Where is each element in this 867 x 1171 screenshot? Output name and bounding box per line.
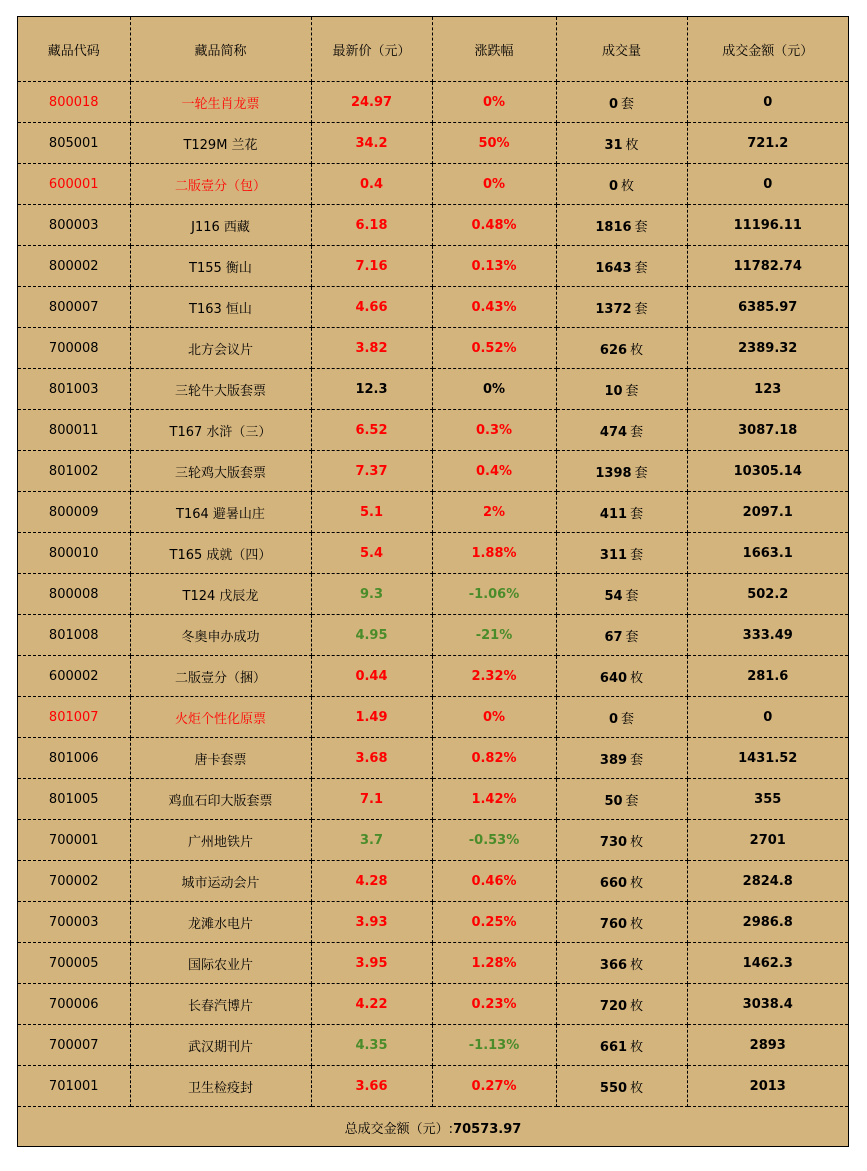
- cell-amount: 2986.8: [687, 902, 848, 943]
- cell-name: 广州地铁片: [130, 820, 311, 861]
- header-code: 藏品代码: [18, 17, 130, 82]
- cell-amount: 11782.74: [687, 246, 848, 287]
- cell-change: 2.32%: [432, 656, 556, 697]
- table-row: [18, 738, 848, 779]
- total-row: [18, 1107, 848, 1148]
- cell-change: 0%: [432, 369, 556, 410]
- table-row: [18, 205, 848, 246]
- cell-amount: 0: [687, 164, 848, 205]
- volume-unit: 套: [634, 219, 648, 235]
- volume-unit: 套: [625, 383, 639, 399]
- cell-price: 3.68: [311, 738, 432, 779]
- cell-code: 805001: [18, 123, 130, 164]
- cell-price: 34.2: [311, 123, 432, 164]
- cell-volume: [556, 902, 687, 943]
- cell-price: 4.95: [311, 615, 432, 656]
- cell-code: 801003: [18, 369, 130, 410]
- cell-amount: 2893: [687, 1025, 848, 1066]
- cell-volume: [556, 451, 687, 492]
- volume-unit: 枚: [630, 1080, 644, 1096]
- cell-name: J116 西藏: [130, 205, 311, 246]
- table-row: [18, 697, 848, 738]
- cell-name: 武汉期刊片: [130, 1025, 311, 1066]
- cell-code: 800009: [18, 492, 130, 533]
- cell-name: 长春汽博片: [130, 984, 311, 1025]
- cell-code: 600002: [18, 656, 130, 697]
- cell-volume: [556, 656, 687, 697]
- cell-change: -0.53%: [432, 820, 556, 861]
- volume-unit: 枚: [630, 875, 644, 891]
- volume-value: 720: [599, 998, 628, 1014]
- cell-volume: [556, 123, 687, 164]
- cell-volume: [556, 533, 687, 574]
- cell-change: 0.13%: [432, 246, 556, 287]
- header-volume: 成交量: [556, 17, 687, 82]
- header-change: 涨跌幅: [432, 17, 556, 82]
- market-data-sheet: [17, 16, 849, 1147]
- cell-name: T155 衡山: [130, 246, 311, 287]
- cell-name: T167 水浒（三）: [130, 410, 311, 451]
- volume-unit: 套: [634, 260, 648, 276]
- cell-name: T163 恒山: [130, 287, 311, 328]
- cell-volume: [556, 246, 687, 287]
- table-row: [18, 902, 848, 943]
- cell-amount: 1663.1: [687, 533, 848, 574]
- table-row: [18, 164, 848, 205]
- header-price: 最新价（元）: [311, 17, 432, 82]
- cell-code: 700008: [18, 328, 130, 369]
- table-row: [18, 328, 848, 369]
- volume-unit: 套: [630, 424, 644, 440]
- cell-change: -1.13%: [432, 1025, 556, 1066]
- cell-code: 801002: [18, 451, 130, 492]
- volume-unit: 套: [630, 547, 644, 563]
- volume-value: 1816: [595, 219, 632, 235]
- cell-code: 801007: [18, 697, 130, 738]
- cell-amount: 2389.32: [687, 328, 848, 369]
- table-row: [18, 451, 848, 492]
- volume-value: 0: [608, 178, 619, 194]
- cell-volume: [556, 943, 687, 984]
- volume-value: 389: [599, 752, 628, 768]
- cell-code: 800002: [18, 246, 130, 287]
- cell-price: 4.22: [311, 984, 432, 1025]
- cell-amount: 10305.14: [687, 451, 848, 492]
- volume-unit: 套: [625, 793, 639, 809]
- cell-change: 0.48%: [432, 205, 556, 246]
- table-row: [18, 369, 848, 410]
- cell-volume: [556, 820, 687, 861]
- table-row: [18, 123, 848, 164]
- cell-code: 801008: [18, 615, 130, 656]
- cell-amount: 2824.8: [687, 861, 848, 902]
- cell-volume: [556, 369, 687, 410]
- cell-name: T164 避暑山庄: [130, 492, 311, 533]
- volume-unit: 枚: [621, 178, 635, 194]
- cell-price: 9.3: [311, 574, 432, 615]
- volume-unit: 套: [634, 465, 648, 481]
- cell-code: 800010: [18, 533, 130, 574]
- cell-code: 700007: [18, 1025, 130, 1066]
- cell-price: 3.82: [311, 328, 432, 369]
- cell-amount: 333.49: [687, 615, 848, 656]
- cell-change: 0.23%: [432, 984, 556, 1025]
- cell-code: 801006: [18, 738, 130, 779]
- volume-value: 626: [599, 342, 628, 358]
- cell-volume: [556, 1066, 687, 1107]
- cell-change: 0.4%: [432, 451, 556, 492]
- volume-value: 1643: [595, 260, 632, 276]
- cell-change: -1.06%: [432, 574, 556, 615]
- cell-volume: [556, 779, 687, 820]
- cell-change: -21%: [432, 615, 556, 656]
- cell-volume: [556, 738, 687, 779]
- table-header-row: [18, 17, 848, 82]
- cell-price: 3.66: [311, 1066, 432, 1107]
- table-row: [18, 410, 848, 451]
- cell-volume: [556, 328, 687, 369]
- cell-volume: [556, 410, 687, 451]
- volume-value: 474: [599, 424, 628, 440]
- cell-name: 火炬个性化原票: [130, 697, 311, 738]
- cell-name: T124 戊辰龙: [130, 574, 311, 615]
- cell-change: 1.88%: [432, 533, 556, 574]
- cell-change: 0%: [432, 164, 556, 205]
- cell-change: 0.52%: [432, 328, 556, 369]
- cell-code: 700001: [18, 820, 130, 861]
- cell-amount: 6385.97: [687, 287, 848, 328]
- cell-amount: 1431.52: [687, 738, 848, 779]
- volume-unit: 枚: [625, 137, 639, 153]
- cell-amount: 3038.4: [687, 984, 848, 1025]
- cell-change: 0.27%: [432, 1066, 556, 1107]
- cell-amount: 721.2: [687, 123, 848, 164]
- cell-name: 三轮鸡大版套票: [130, 451, 311, 492]
- table-row: [18, 287, 848, 328]
- cell-name: 二版壹分（捆）: [130, 656, 311, 697]
- cell-amount: 1462.3: [687, 943, 848, 984]
- cell-volume: [556, 615, 687, 656]
- cell-name: 北方会议片: [130, 328, 311, 369]
- cell-code: 800007: [18, 287, 130, 328]
- cell-name: 国际农业片: [130, 943, 311, 984]
- cell-amount: 2097.1: [687, 492, 848, 533]
- cell-amount: 2701: [687, 820, 848, 861]
- cell-code: 700002: [18, 861, 130, 902]
- cell-price: 24.97: [311, 82, 432, 123]
- volume-value: 730: [599, 834, 628, 850]
- cell-change: 0%: [432, 697, 556, 738]
- total-amount-cell: [18, 1107, 848, 1148]
- cell-volume: [556, 287, 687, 328]
- cell-name: 鸡血石印大版套票: [130, 779, 311, 820]
- cell-code: 700005: [18, 943, 130, 984]
- cell-price: 4.28: [311, 861, 432, 902]
- cell-volume: [556, 574, 687, 615]
- cell-price: 3.7: [311, 820, 432, 861]
- cell-price: 7.16: [311, 246, 432, 287]
- cell-name: 卫生检疫封: [130, 1066, 311, 1107]
- cell-amount: 0: [687, 82, 848, 123]
- table-row: [18, 492, 848, 533]
- cell-name: 城市运动会片: [130, 861, 311, 902]
- cell-change: 0%: [432, 82, 556, 123]
- table-row: [18, 656, 848, 697]
- cell-code: 801005: [18, 779, 130, 820]
- cell-price: 4.66: [311, 287, 432, 328]
- table-row: [18, 82, 848, 123]
- table-row: [18, 779, 848, 820]
- cell-name: T129M 兰花: [130, 123, 311, 164]
- table-row: [18, 574, 848, 615]
- cell-change: 1.42%: [432, 779, 556, 820]
- volume-value: 67: [604, 629, 623, 645]
- table-row: [18, 984, 848, 1025]
- cell-name: 三轮牛大版套票: [130, 369, 311, 410]
- cell-amount: 11196.11: [687, 205, 848, 246]
- cell-change: 2%: [432, 492, 556, 533]
- cell-change: 50%: [432, 123, 556, 164]
- cell-amount: 355: [687, 779, 848, 820]
- total-label: 总成交金额（元）:: [344, 1121, 454, 1137]
- cell-name: 龙滩水电片: [130, 902, 311, 943]
- cell-change: 0.25%: [432, 902, 556, 943]
- volume-unit: 套: [630, 752, 644, 768]
- cell-volume: [556, 984, 687, 1025]
- cell-amount: 281.6: [687, 656, 848, 697]
- cell-price: 3.95: [311, 943, 432, 984]
- volume-unit: 枚: [630, 834, 644, 850]
- cell-price: 6.52: [311, 410, 432, 451]
- table-row: [18, 861, 848, 902]
- cell-code: 800018: [18, 82, 130, 123]
- collectibles-price-table: [18, 17, 848, 1147]
- volume-value: 640: [599, 670, 628, 686]
- volume-unit: 套: [625, 588, 639, 604]
- volume-unit: 枚: [630, 916, 644, 932]
- total-value: 70573.97: [453, 1121, 522, 1137]
- volume-unit: 枚: [630, 957, 644, 973]
- volume-unit: 套: [630, 506, 644, 522]
- cell-change: 0.3%: [432, 410, 556, 451]
- cell-volume: [556, 1025, 687, 1066]
- volume-value: 54: [604, 588, 623, 604]
- cell-name: 唐卡套票: [130, 738, 311, 779]
- volume-value: 10: [604, 383, 623, 399]
- volume-value: 366: [599, 957, 628, 973]
- cell-price: 6.18: [311, 205, 432, 246]
- cell-name: 一轮生肖龙票: [130, 82, 311, 123]
- cell-price: 7.37: [311, 451, 432, 492]
- table-row: [18, 1025, 848, 1066]
- table-row: [18, 246, 848, 287]
- volume-value: 0: [608, 711, 619, 727]
- cell-change: 1.28%: [432, 943, 556, 984]
- cell-name: 冬奥申办成功: [130, 615, 311, 656]
- cell-price: 0.4: [311, 164, 432, 205]
- header-amount: 成交金额（元）: [687, 17, 848, 82]
- table-row: [18, 820, 848, 861]
- volume-value: 411: [599, 506, 628, 522]
- volume-unit: 枚: [630, 670, 644, 686]
- cell-code: 800008: [18, 574, 130, 615]
- cell-price: 7.1: [311, 779, 432, 820]
- volume-unit: 套: [621, 711, 635, 727]
- cell-volume: [556, 82, 687, 123]
- cell-code: 701001: [18, 1066, 130, 1107]
- volume-unit: 套: [634, 301, 648, 317]
- volume-value: 550: [599, 1080, 628, 1096]
- table-row: [18, 615, 848, 656]
- cell-code: 700003: [18, 902, 130, 943]
- cell-change: 0.46%: [432, 861, 556, 902]
- cell-code: 800011: [18, 410, 130, 451]
- volume-value: 311: [599, 547, 628, 563]
- volume-unit: 枚: [630, 998, 644, 1014]
- cell-amount: 123: [687, 369, 848, 410]
- volume-unit: 枚: [630, 342, 644, 358]
- cell-volume: [556, 861, 687, 902]
- volume-value: 1398: [595, 465, 632, 481]
- cell-code: 700006: [18, 984, 130, 1025]
- cell-price: 1.49: [311, 697, 432, 738]
- cell-amount: 502.2: [687, 574, 848, 615]
- cell-volume: [556, 164, 687, 205]
- cell-price: 4.35: [311, 1025, 432, 1066]
- cell-code: 800003: [18, 205, 130, 246]
- cell-price: 5.1: [311, 492, 432, 533]
- volume-unit: 套: [625, 629, 639, 645]
- volume-unit: 套: [621, 96, 635, 112]
- cell-volume: [556, 205, 687, 246]
- cell-price: 3.93: [311, 902, 432, 943]
- cell-price: 12.3: [311, 369, 432, 410]
- table-row: [18, 533, 848, 574]
- cell-amount: 0: [687, 697, 848, 738]
- cell-volume: [556, 492, 687, 533]
- volume-value: 31: [604, 137, 623, 153]
- volume-value: 661: [599, 1039, 628, 1055]
- cell-change: 0.43%: [432, 287, 556, 328]
- cell-name: 二版壹分（包）: [130, 164, 311, 205]
- header-name: 藏品简称: [130, 17, 311, 82]
- table-row: [18, 1066, 848, 1107]
- volume-value: 760: [599, 916, 628, 932]
- cell-change: 0.82%: [432, 738, 556, 779]
- cell-price: 5.4: [311, 533, 432, 574]
- cell-amount: 2013: [687, 1066, 848, 1107]
- volume-value: 660: [599, 875, 628, 891]
- cell-volume: [556, 697, 687, 738]
- volume-unit: 枚: [630, 1039, 644, 1055]
- cell-price: 0.44: [311, 656, 432, 697]
- table-row: [18, 943, 848, 984]
- cell-name: T165 成就（四）: [130, 533, 311, 574]
- volume-value: 50: [604, 793, 623, 809]
- volume-value: 0: [608, 96, 619, 112]
- cell-amount: 3087.18: [687, 410, 848, 451]
- volume-value: 1372: [595, 301, 632, 317]
- cell-code: 600001: [18, 164, 130, 205]
